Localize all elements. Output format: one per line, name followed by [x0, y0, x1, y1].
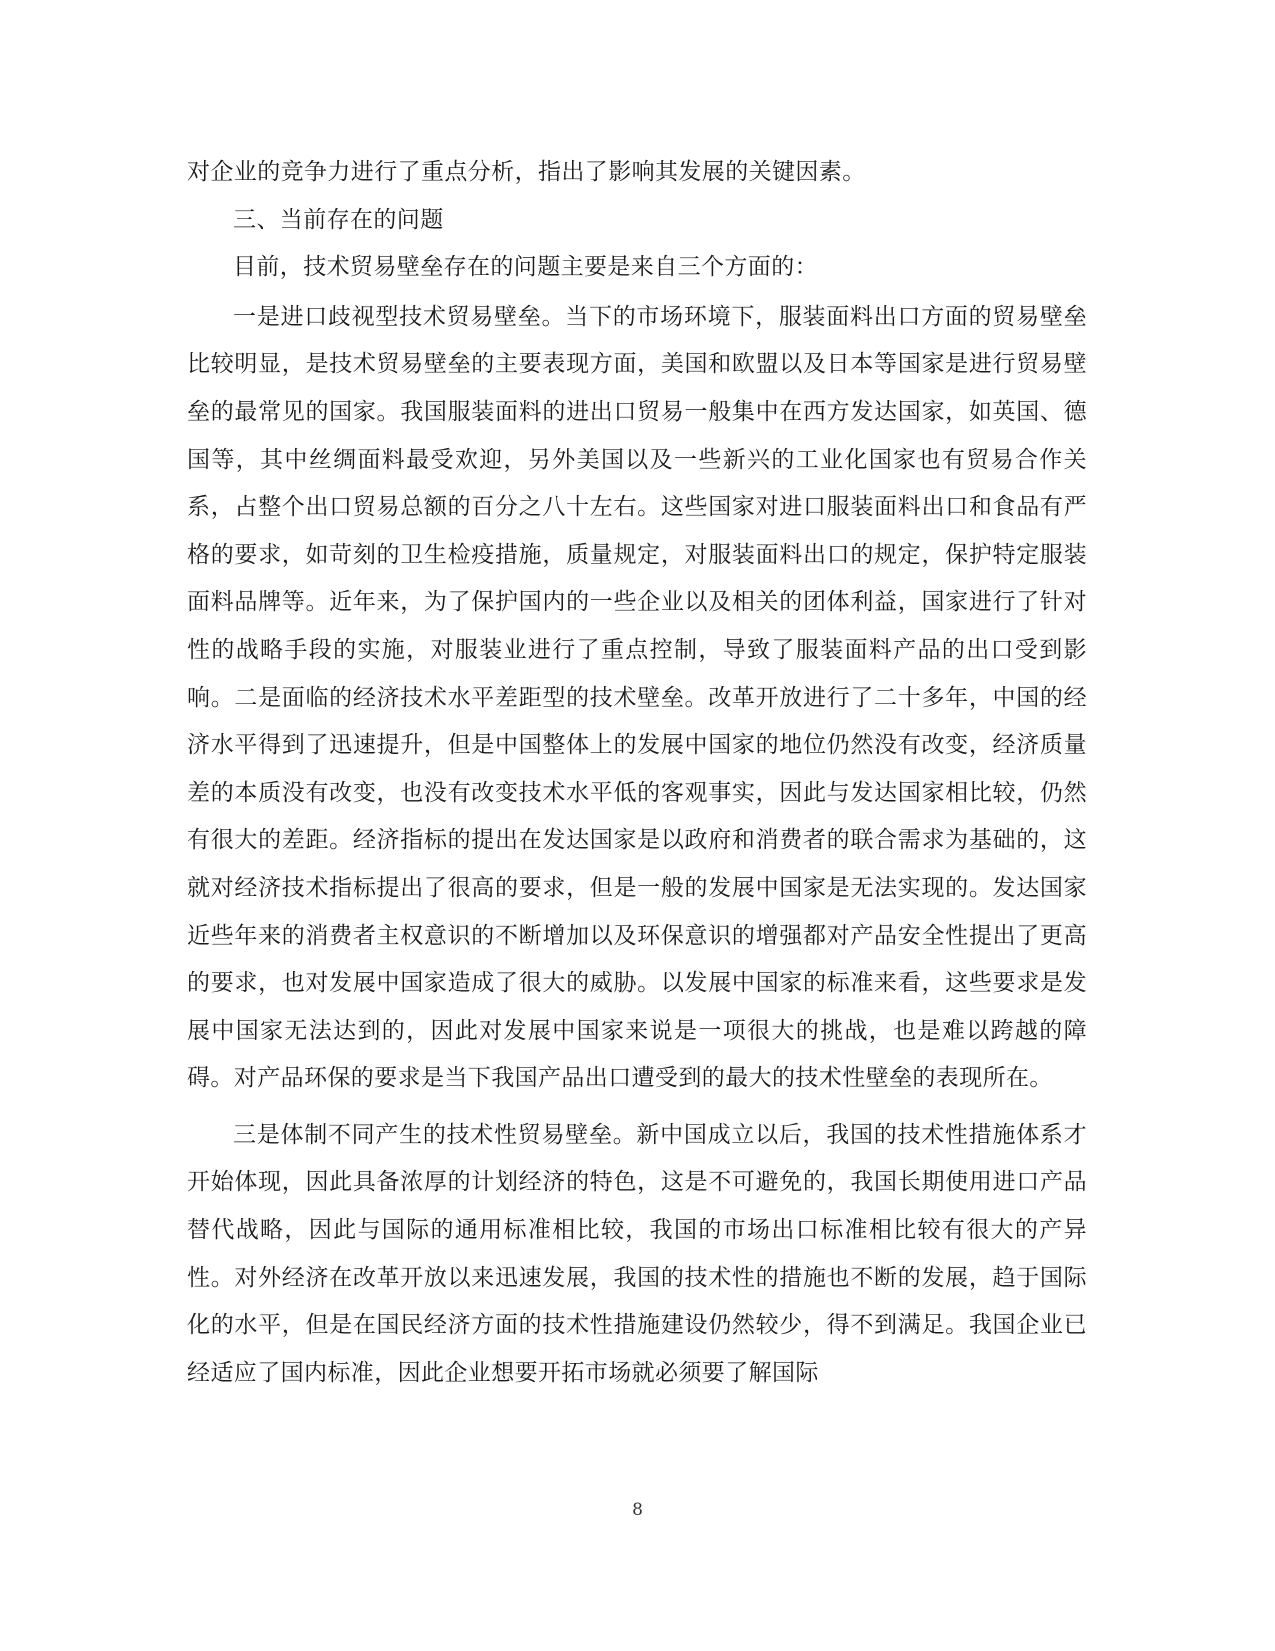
paragraph-first-and-second-barrier: 一是进口歧视型技术贸易壁垒。当下的市场环境下，服装面料出口方面的贸易壁垒比较明显，是技术贸易壁垒的主要表现方面，美国和欧盟以及日本等国家是进行贸易壁垒的最常见的国家。我国服装面料的进出口贸易一般集中在西方发达国家，如英国、德国等，其中丝绸面料最受欢迎，另外美国以及一些新兴的工业化国家也有贸易合作关系，占整个出口贸易总额的百分之八十左右。这些国家对进口服装面料出口和食品有严格的要求，如苛刻的卫生检疫措施，质量规定，对服装面料出口的规定，保护特定服装面料品牌等。近年来，为了保护国内的一些企业以及相关的团体利益，国家进行了针对性的战略手段的实施，对服装业进行了重点控制，导致了服装面料产品的出口受到影响。二是面临的经济技术水平差距型的技术壁垒。改革开放进行了二十多年，中国的经济水平得到了迅速提升，但是中国整体上的发展中国家的地位仍然没有改变，经济质量差的本质没有改变，也没有改变技术水平低的客观事实，因此与发达国家相比较，仍然有很大的差距。经济指标的提出在发达国家是以政府和消费者的联合需求为基础的，这就对经济技术指标提出了很高的要求，但是一般的发展中国家是无法实现的。发达国家近些年来的消费者主权意识的不断增加以及环保意识的增强都对产品安全性提出了更高的要求，也对发展中国家造成了很大的威胁。以发展中国家的标准来看，这些要求是发展中国家无法达到的，因此对发展中国家来说是一项很大的挑战，也是难以跨越的障碍。对产品环保的要求是当下我国产品出口遭受到的最大的技术性壁垒的表现所在。 — [187, 303, 1087, 1092]
paragraph-third-barrier: 三是体制不同产生的技术性贸易壁垒。新中国成立以后，我国的技术性措施体系才开始体现，因此具备浓厚的计划经济的特色，这是不可避免的，我国长期使用进口产品替代战略，因此与国际的通用标准相比较，我国的市场出口标准相比较有很大的产异性。对外经济在改革开放以来迅速发展，我国的技术性的措施也不断的发展，趋于国际化的水平，但是在国民经济方面的技术性措施建设仍然较少，得不到满足。我国企业已经适应了国内标准，因此企业想要开拓市场就必须要了解国际 — [187, 1121, 1087, 1386]
document-body — [187, 149, 1087, 1397]
paragraph-intro: 目前，技术贸易壁垒存在的问题主要是来自三个方面的： — [233, 254, 818, 281]
section-heading: 三、当前存在的问题 — [233, 206, 444, 233]
page-number: 8 — [632, 1500, 643, 1520]
paragraph-continuation: 对企业的竞争力进行了重点分析，指出了影响其发展的关键因素。 — [187, 159, 866, 185]
